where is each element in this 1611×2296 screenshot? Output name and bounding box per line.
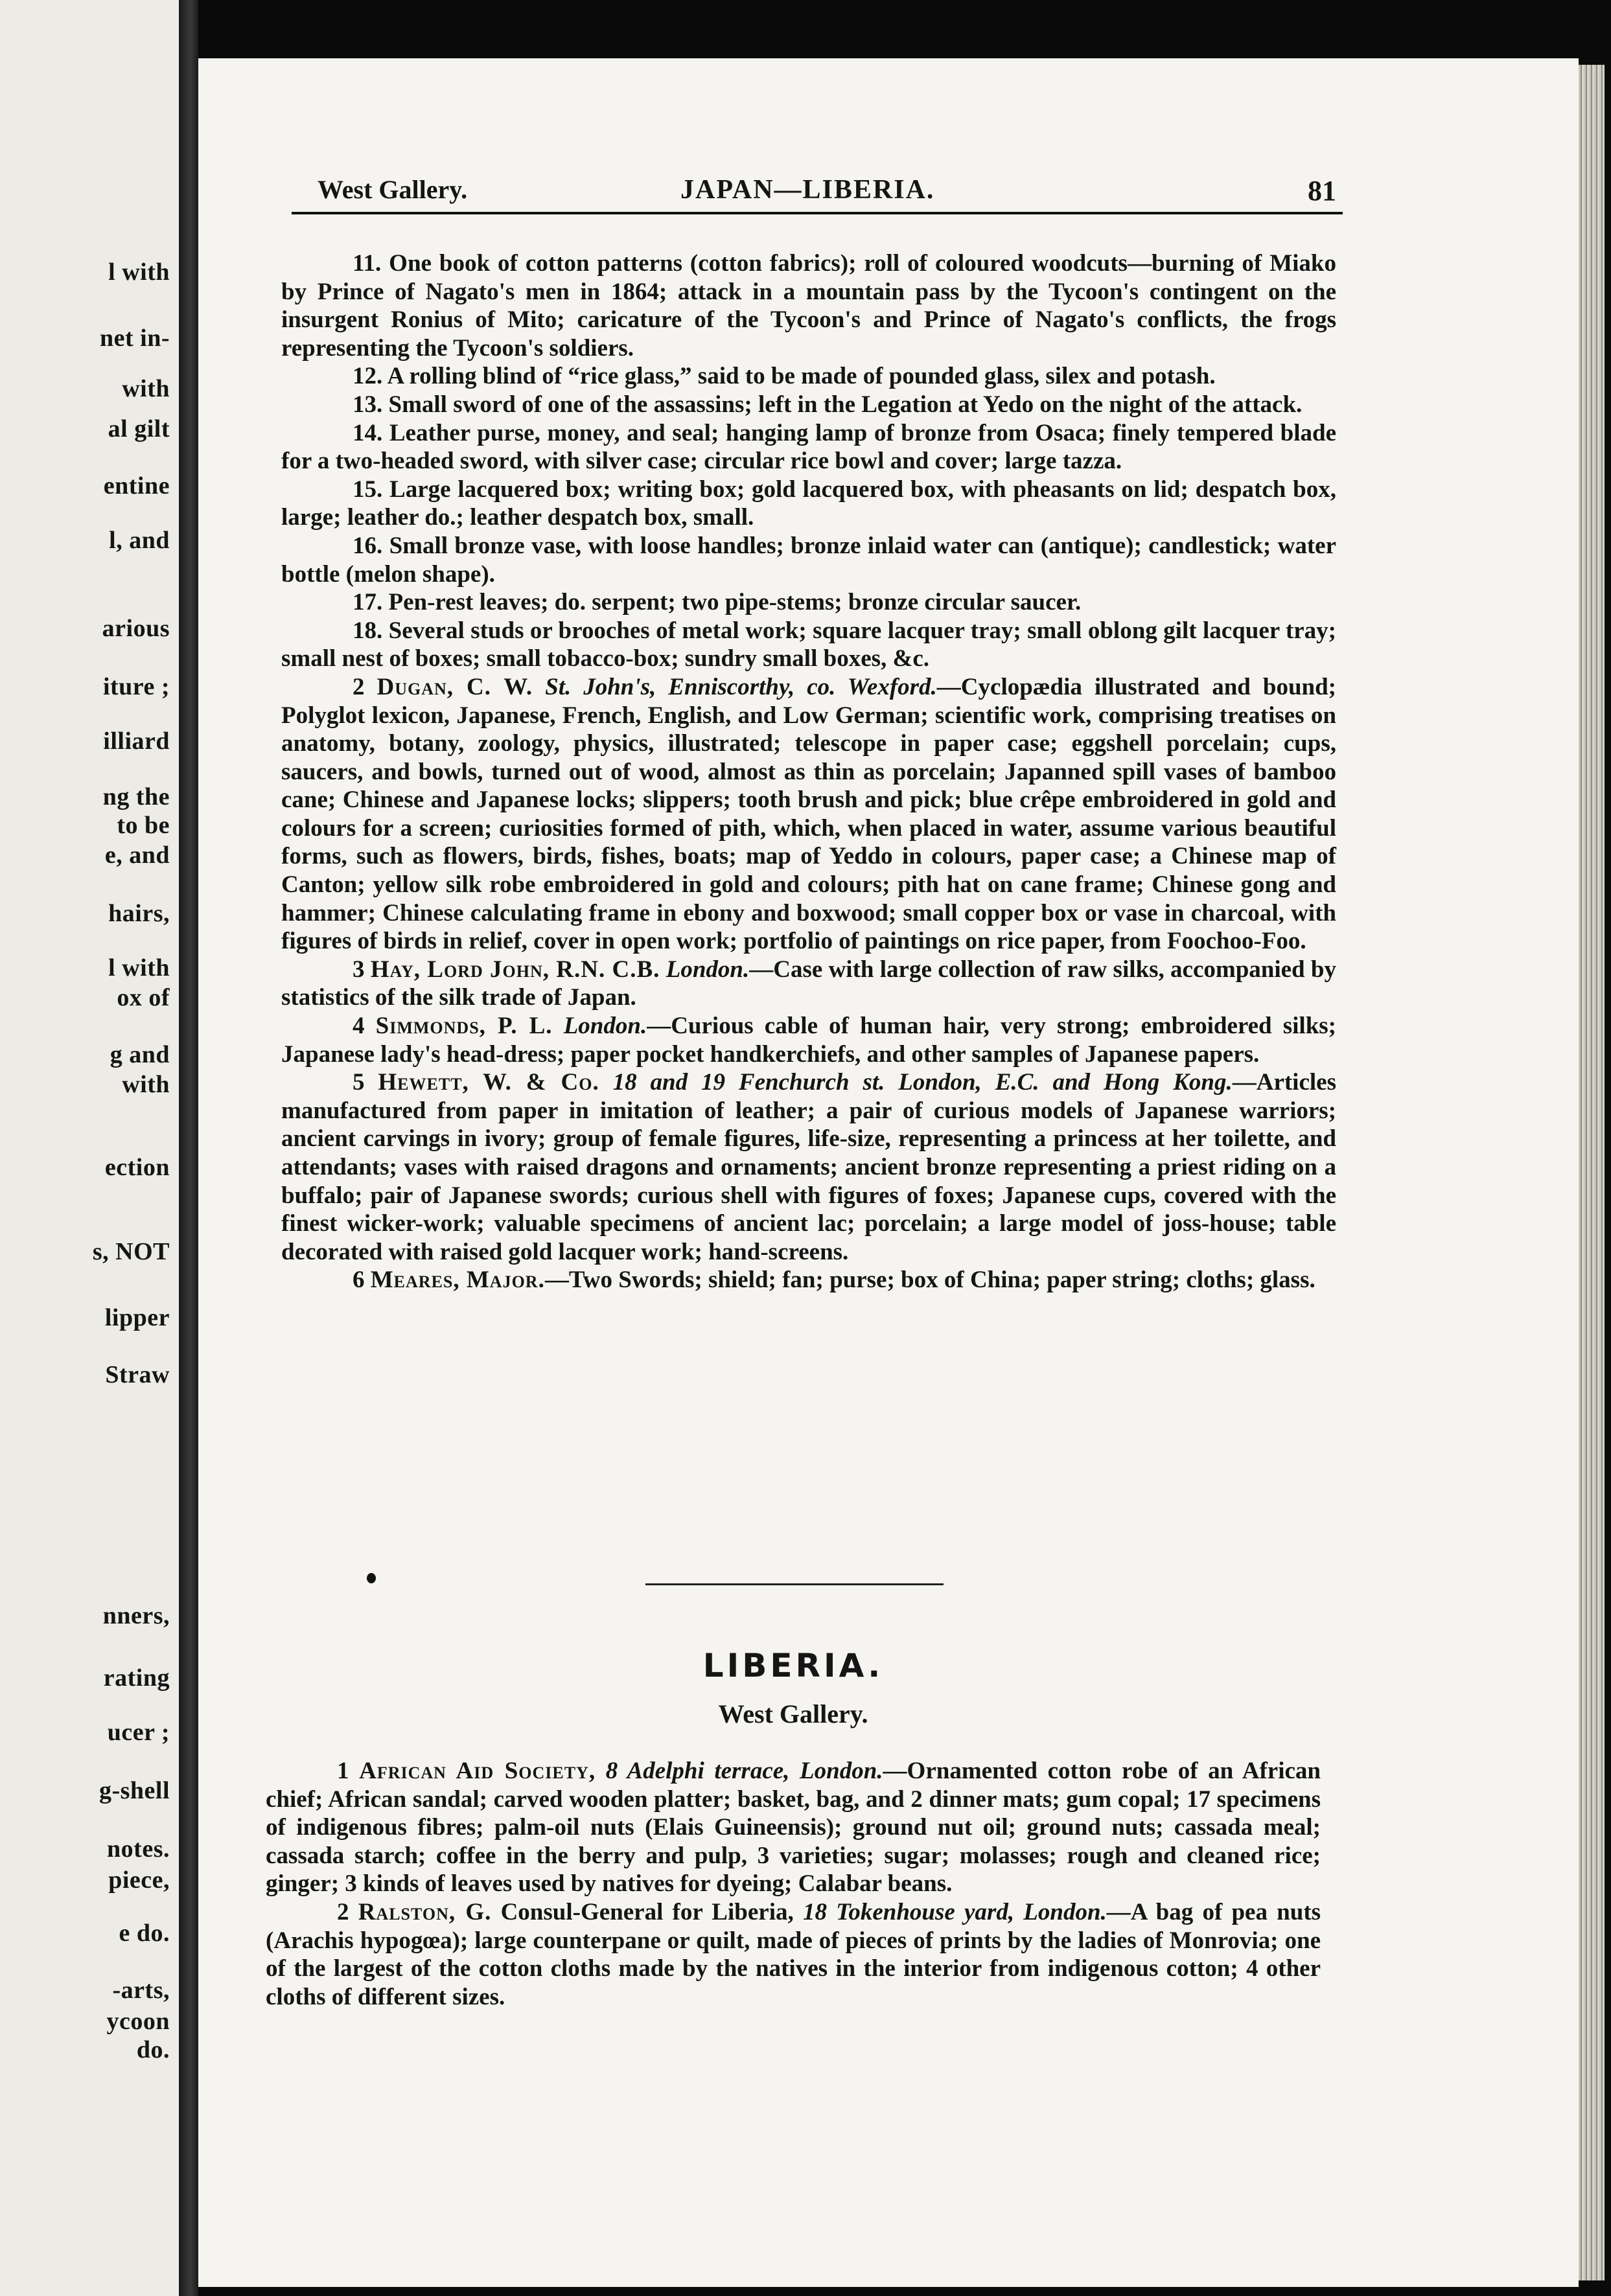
exhibitor-description: —Articles manufactured from paper in imitation of leather; a pair of curious models of Japanese warriors; ancient carvings in ivory; group of female figures, life-size, representing a princess at her toilette, and attendants; vases with raised dragons and ornaments; ancient bronze representing a priest riding on a buffalo; pair of Japanese swords; curious shell with figures of foxes; Japanese cups, covered with the finest wicker-work; valuable specimens of ancient lac; porcelain; a large model of joss-house; table decorated with raised gold lacquer work; hand-screens.	[281, 1069, 1336, 1265]
exhibitor-description: —Ornamented cotton robe of an African chief; African sandal; carved wooden platter; basket, bag, and 2 dinner mats; gum copal; 17 specimens of indigenous fibres; palm-oil nuts (Elais Guineensis); ground nut oil; ground nuts; cassada meal; cassada starch; coffee in the berry and pulp, 3 varieties; sugar; molasses; rough and cleaned rice; ginger; 3 kinds of leaves used by natives for dyeing; Calabar beans.	[266, 1758, 1321, 1898]
page-edges	[1579, 65, 1605, 2280]
entry-18: 18. Several studs or brooches of metal work; square lacquer tray; small oblong gilt lacquer tray; small nest of boxes; small tobacco-box; sundry small boxes, &c.	[281, 617, 1336, 672]
entry-17: 17. Pen-rest leaves; do. serpent; two pipe-stems; bronze circular saucer.	[353, 589, 1082, 616]
exhibitor-number: 6	[353, 1267, 365, 1294]
facing-page-line: l, and	[109, 527, 170, 554]
section-title: LIBERIA.	[702, 1647, 884, 1684]
facing-page-line: ycoon	[106, 2008, 170, 2035]
facing-page-line: l with	[108, 258, 170, 286]
facing-page-line: entine	[103, 472, 170, 499]
exhibitor-number: 5	[353, 1069, 365, 1096]
exhibitor-address: St. John's, Enniscorthy, co. Wexford.	[545, 673, 937, 700]
exhibitor-description: —A bag of pea nuts (Arachis hypogœa); large counterpane or quilt, made of pieces of prints by the ladies of Monrovia; one of the largest of the cotton cloths made by the natives in the interior from indigenous cotton; 4 other cloths of different sizes.	[266, 1898, 1321, 2010]
exhibitor-name: Hewett, W. & Co.	[378, 1069, 599, 1096]
facing-page-line: with	[122, 375, 170, 402]
facing-page-line: l with	[108, 954, 170, 982]
running-head-title: JAPAN—LIBERIA.	[680, 175, 935, 205]
exhibitor-number: 2	[337, 1898, 349, 1925]
entry-15: 15. Large lacquered box; writing box; gold lacquered box, with pheasants on lid; despatch box, large; leather do.; leather despatch box, small.	[281, 476, 1336, 531]
book-gutter	[179, 0, 198, 2296]
exhibitor-role: Consul-General for Liberia,	[500, 1898, 794, 1925]
exhibitor-number: 3	[353, 956, 365, 983]
exhibitor-description: —Two Swords; shield; fan; purse; box of China; paper string; cloths; glass.	[544, 1267, 1315, 1294]
facing-page-line: net in-	[100, 325, 170, 352]
facing-page-line: ucer ;	[107, 1719, 170, 1746]
exhibitor-name: African Aid Society,	[359, 1758, 596, 1784]
exhibitor-entry	[266, 1757, 1321, 1898]
exhibitor-name: Dugan, C. W.	[377, 673, 533, 700]
facing-page-line: ox of	[117, 984, 170, 1011]
facing-page-line: -arts,	[112, 1977, 170, 2004]
facing-page-line: s, NOT	[92, 1238, 170, 1265]
facing-page-line: illiard	[103, 728, 170, 755]
exhibitor-description: —Curious cable of human hair, very strong; embroidered silks; Japanese lady's head-dress; paper pocket handkerchiefs, and other samples of Japanese papers.	[281, 1013, 1337, 1068]
exhibitor-name: Meares, Major.	[370, 1267, 545, 1294]
facing-page-line: arious	[102, 615, 170, 642]
exhibitor-number: 1	[337, 1758, 349, 1784]
facing-page-line: g-shell	[99, 1777, 170, 1804]
liberia-section-text	[266, 1757, 1321, 2011]
facing-page-fragment	[0, 0, 179, 2296]
exhibitor-number: 4	[353, 1013, 365, 1040]
facing-page-line: ng the	[102, 783, 170, 810]
exhibitor-name: Ralston, G.	[358, 1898, 492, 1925]
liberia-heading	[266, 0, 1321, 1814]
facing-page-line: e, and	[104, 842, 170, 869]
exhibitor-address: 8 Adelphi terrace, London.	[605, 1758, 883, 1784]
exhibitor-address: London.	[563, 1013, 647, 1040]
page-number: 81	[1308, 175, 1336, 207]
exhibitor-name: Hay, Lord John, R.N. C.B.	[370, 956, 660, 983]
entry-11: 11. One book of cotton patterns (cotton fabrics); roll of coloured woodcuts—burning of Miako by Prince of Nagato's men in 1864; attack in a mountain pass by the Tycoon's contingent on the insurgent Ronius of Mito; caricature of the Tycoon's and Prince of Nagato's conflicts, the frogs representing the Tycoon's soldiers.	[281, 250, 1336, 362]
entry-16: 16. Small bronze vase, with loose handles; bronze inlaid water can (antique); candlestick; water bottle (melon shape).	[281, 532, 1336, 588]
exhibitor-address: 18 and 19 Fenchurch st. London, E.C. and Hong Kong.	[612, 1069, 1233, 1096]
facing-page-line: to be	[117, 812, 170, 839]
entry-14: 14. Leather purse, money, and seal; hanging lamp of bronze from Osaca; finely tempered blade for a two-headed sword, with silver case; circular rice bowl and cover; large tazza.	[281, 419, 1336, 475]
facing-page-line: lipper	[104, 1304, 170, 1331]
exhibitor-number: 2	[353, 673, 365, 700]
facing-page-line: hairs,	[108, 900, 170, 927]
section-subtitle: West Gallery.	[718, 1699, 868, 1728]
entry-12: 12. A rolling blind of “rice glass,” said to be made of pounded glass, silex and potash.	[353, 363, 1216, 390]
facing-page-line: rating	[103, 1664, 170, 1692]
facing-page-line: with	[122, 1071, 170, 1098]
facing-page-line: do.	[136, 2036, 170, 2063]
exhibitor-address: 18 Tokenhouse yard, London.	[802, 1898, 1107, 1925]
facing-page-line: e do.	[119, 1920, 170, 1947]
exhibitor-description: —Cyclopædia illustrated and bound; Polyglot lexicon, Japanese, French, English, and Low German; scientific work, comprising treatises on anatomy, botany, zoology, physics, illustrated; telescope in paper case; eggshell porcelain; cups, saucers, and bowls, turned out of wood, almost as thin as porcelain; Japanned spill vases of bamboo cane; Chinese and Japanese locks; slippers; tooth brush and pick; blue crêpe embroidered in gold and colours for a screen; curiosities formed of pith, which, when placed in water, assume various beautiful forms, such as flowers, birds, fishes, boats; map of Yeddo in colours, paper case; a Chinese map of Canton; yellow silk robe embroidered in gold and colours; pith hat on cane frame; Chinese gong and hammer; Chinese calculating frame in ebony and boxwood; small copper box or vase in charcoal, with figures of birds in relief, cover in open work; portfolio of paintings on rice paper, from Foochoo-Foo.	[281, 673, 1336, 955]
facing-page-line: nners,	[102, 1602, 170, 1629]
exhibitor-name: Simmonds, P. L.	[375, 1013, 553, 1040]
facing-page-line: iture ;	[102, 673, 170, 700]
facing-page-line: ection	[104, 1154, 170, 1181]
running-head-left: West Gallery.	[318, 175, 468, 204]
facing-page-line: al gilt	[108, 415, 170, 442]
facing-page-line: g and	[110, 1041, 170, 1068]
facing-page-line: piece,	[108, 1866, 170, 1894]
facing-page-line: Straw	[105, 1361, 170, 1388]
exhibitor-address: London.	[666, 956, 750, 983]
exhibitor-entry	[266, 1898, 1321, 2011]
entry-13: 13. Small sword of one of the assassins; left in the Legation at Yedo on the night of the attack.	[353, 391, 1303, 418]
exhibitor-description: —Case with large collection of raw silks, accompanied by statistics of the silk trade of Japan.	[281, 956, 1336, 1011]
facing-page-line: notes.	[107, 1835, 170, 1863]
